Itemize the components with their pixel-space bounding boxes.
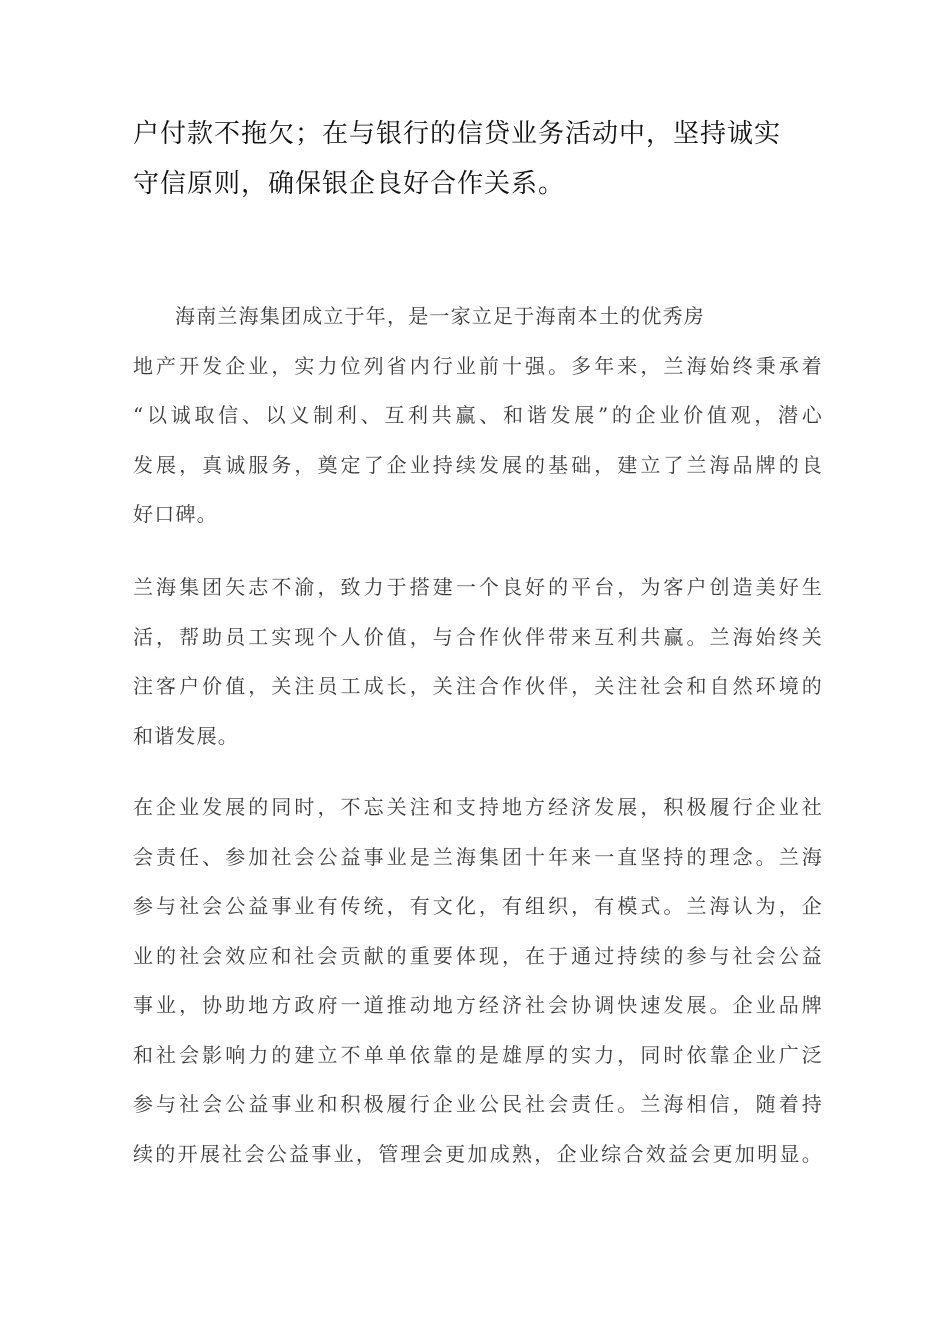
text-line: 和谐发展。 xyxy=(133,723,239,748)
paragraph-company-intro xyxy=(133,292,823,540)
intro-text xyxy=(133,109,823,209)
text-line: 兰海集团矢志不渝，致力于搭建一个良好的平台，为客户创造美好生 xyxy=(133,575,823,599)
text-line: 和社会影响力的建立不单单依靠的是雄厚的实力，同时依靠企业广泛 xyxy=(133,1042,823,1067)
text-line: 注客户价值，关注员工成长，关注合作伙伴，关注社会和自然环境的 xyxy=(133,674,823,698)
text-line: 户付款不拖欠；在与银行的信贷业务活动中，坚持诚实 xyxy=(133,119,782,149)
text-line: 参与社会公益事业和积极履行企业公民社会责任。兰海相信，随着持 xyxy=(133,1092,823,1116)
text-line: 好口碑。 xyxy=(133,502,218,526)
text-line: 发展，真诚服务，奠定了企业持续发展的基础，建立了兰海品牌的良 xyxy=(133,452,823,477)
text-line: “以诚取信、以义制利、互利共赢、和谐发展”的企业价值观，潜心 xyxy=(133,403,823,427)
text-line: 海南兰海集团成立于年，是一家立足于海南本土的优秀房 xyxy=(175,304,705,328)
text-line: 活，帮助员工实现个人价值，与合作伙伴带来互利共赢。兰海始终关 xyxy=(133,624,823,649)
text-line: 参与社会公益事业有传统，有文化，有组织，有模式。兰海认为，企 xyxy=(133,894,823,918)
text-line: 业的社会效应和社会贡献的重要体现，在于通过持续的参与社会公益 xyxy=(133,943,823,968)
paragraph-social-responsibility xyxy=(133,783,823,1179)
text-line: 在企业发展的同时，不忘关注和支持地方经济发展，积极履行企业社 xyxy=(133,795,823,819)
text-line: 续的开展社会公益事业，管理会更加成熟，企业综合效益会更加明显。 xyxy=(133,1141,823,1166)
text-line: 会责任、参加社会公益事业是兰海集团十年来一直坚持的理念。兰海 xyxy=(133,844,823,869)
text-line: 事业，协助地方政府一道推动地方经济社会协调快速发展。企业品牌 xyxy=(133,993,823,1017)
paragraph-company-mission xyxy=(133,563,823,761)
text-line: 地产开发企业，实力位列省内行业前十强。多年来，兰海始终秉承着 xyxy=(133,353,823,378)
text-line: 守信原则，确保银企良好合作关系。 xyxy=(133,169,566,199)
